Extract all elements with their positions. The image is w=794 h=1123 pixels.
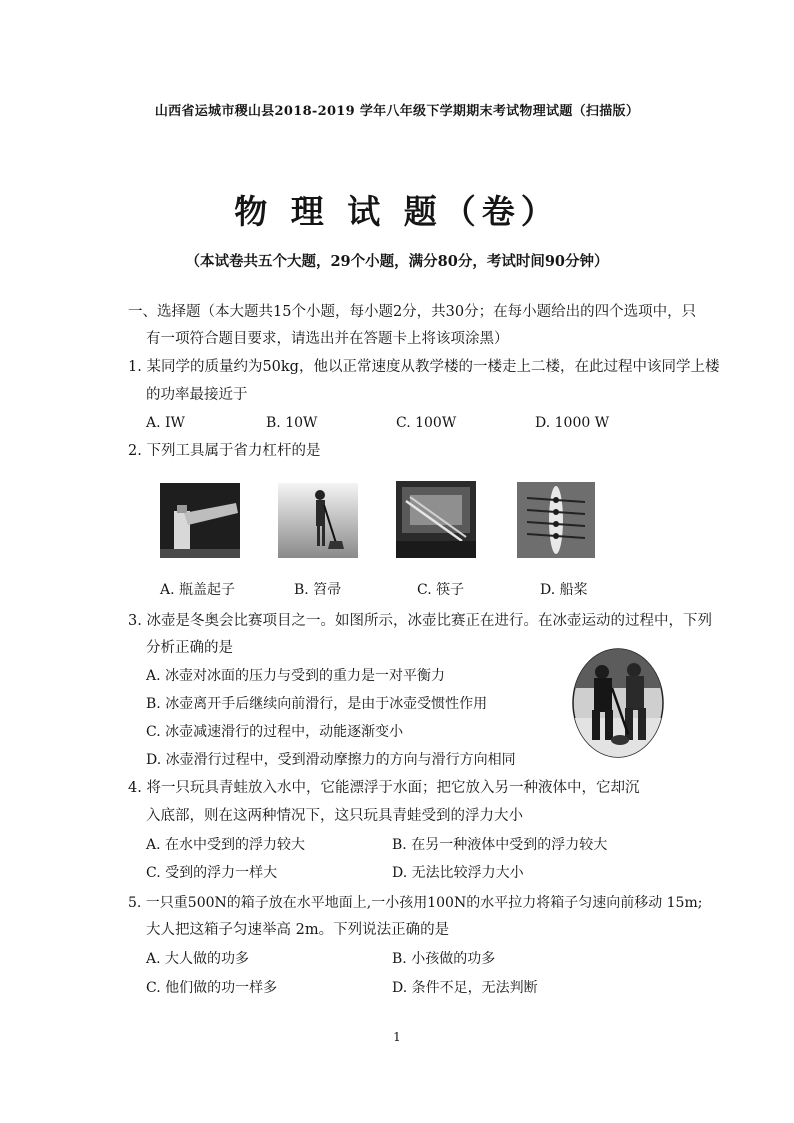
q2-option-d: D. 船桨 xyxy=(540,582,588,598)
question-5-stem-cont: 大人把这箱子匀速举高 2m。下列说法正确的是 xyxy=(146,922,450,938)
chopsticks-photo xyxy=(396,481,476,558)
q2-option-b: B. 笤帚 xyxy=(294,582,342,598)
q5-option-b: B. 小孩做的功多 xyxy=(392,951,496,967)
rowing-oar-photo xyxy=(517,482,595,558)
q1-option-b: B. 10W xyxy=(266,415,318,431)
question-3-stem-cont: 分析正确的是 xyxy=(146,640,233,656)
q1-option-c: C. 100W xyxy=(396,415,457,431)
curling-photo xyxy=(572,648,664,758)
q2-option-a: A. 瓶盖起子 xyxy=(160,582,236,598)
question-5-stem: 5. 一只重500N的箱子放在水平地面上,一小孩用100N的水平拉力将箱子匀速向前移动 15m; xyxy=(128,895,703,911)
q5-option-d: D. 条件不足，无法判断 xyxy=(392,980,538,996)
q3-option-a: A. 冰壶对冰面的压力与受到的重力是一对平衡力 xyxy=(146,668,446,684)
question-4-stem: 4. 将一只玩具青蛙放入水中，它能漂浮于水面；把它放入另一种液体中，它却沉 xyxy=(128,780,640,796)
q1-option-a: A. IW xyxy=(146,415,185,431)
q4-option-b: B. 在另一种液体中受到的浮力较大 xyxy=(392,837,608,853)
exam-instructions: （本试卷共五个大题，29个小题，满分80分，考试时间90分钟） xyxy=(185,253,609,270)
document-header: 山西省运城市稷山县2018-2019 学年八年级下学期期末考试物理试题（扫描版） xyxy=(154,104,640,119)
q5-option-a: A. 大人做的功多 xyxy=(146,951,250,967)
page-number: 1 xyxy=(393,1030,401,1044)
question-1-stem-cont: 的功率最接近于 xyxy=(146,387,248,403)
bottle-opener-photo xyxy=(160,483,240,558)
q4-option-c: C. 受到的浮力一样大 xyxy=(146,865,278,881)
question-2-stem: 2. 下列工具属于省力杠杆的是 xyxy=(128,443,321,459)
broom-photo xyxy=(278,483,358,558)
question-3-stem: 3. 冰壶是冬奥会比赛项目之一。如图所示，冰壶比赛正在进行。在冰壶运动的过程中，下列 xyxy=(128,613,712,629)
question-1-stem: 1. 某同学的质量约为50kg，他以正常速度从教学楼的一楼走上二楼，在此过程中该同学上楼 xyxy=(128,359,720,375)
q2-option-c: C. 筷子 xyxy=(417,582,465,598)
q1-option-d: D. 1000 W xyxy=(535,415,610,431)
q3-option-b: B. 冰壶离开手后继续向前滑行，是由于冰壶受惯性作用 xyxy=(146,696,488,712)
q5-option-c: C. 他们做的功一样多 xyxy=(146,980,278,996)
q4-option-a: A. 在水中受到的浮力较大 xyxy=(146,837,306,853)
q4-option-d: D. 无法比较浮力大小 xyxy=(392,865,524,881)
q3-option-c: C. 冰壶减速滑行的过程中，动能逐渐变小 xyxy=(146,724,404,740)
section-1-heading-cont: 有一项符合题目要求，请选出并在答题卡上将该项涂黑） xyxy=(146,331,509,347)
page-title: 物 理 试 题（卷） xyxy=(234,192,560,231)
q3-option-d: D. 冰壶滑行过程中，受到滑动摩擦力的方向与滑行方向相同 xyxy=(146,752,516,768)
section-1-heading: 一、选择题（本大题共15个小题，每小题2分，共30分；在每小题给出的四个选项中，只 xyxy=(128,304,697,320)
question-4-stem-cont: 入底部，则在这两种情况下，这只玩具青蛙受到的浮力大小 xyxy=(146,808,523,824)
